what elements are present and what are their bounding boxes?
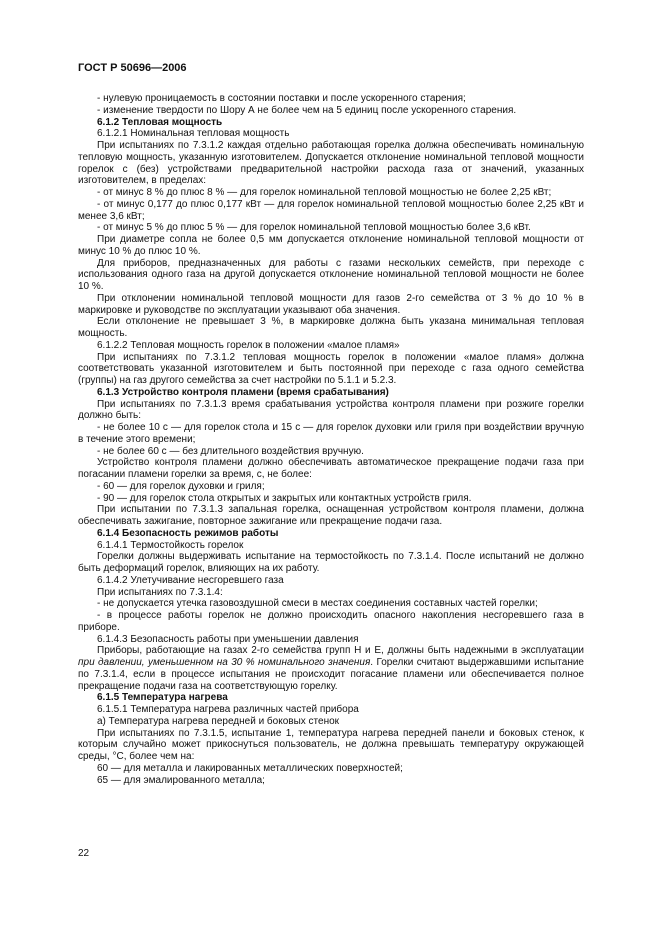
paragraph: 6.1.4.2 Улетучивание несгоревшего газа — [97, 574, 284, 586]
paragraph: 6.1.5.1 Температура нагрева различных частей прибора — [97, 704, 359, 715]
section-heading: 6.1.5 Температура нагрева — [97, 692, 228, 704]
paragraph: - 60 — для горелок духовки и гриля; — [97, 480, 265, 492]
paragraph: Горелки должны выдерживать испытание на термостойкость по 7.3.1.4. После испытаний не должно быть деформаций горелок, влияющих на их работу. — [78, 551, 584, 574]
paragraph: При диаметре сопла не более 0,5 мм допускается отклонение номинальной тепловой мощности от минус 10 % до плюс 10 %. — [78, 234, 584, 257]
paragraph: При испытаниях по 7.3.1.5, испытание 1, температура нагрева передней панели и боковых стенок, к которым случайно может прикоснуться пользователь, не должна превышать температуру окружающей среды, °С, более чем на: — [78, 727, 584, 762]
paragraph: Для приборов, предназначенных для работы с газами нескольких семейств, при переходе с использования одного газа на другой допускается отклонение номинальной тепловой мощности не более 10 %. — [78, 257, 584, 292]
paragraph: - не более 60 с — без длительного воздействия вручную. — [97, 445, 364, 457]
paragraph: а) Температура нагрева передней и боковых стенок — [97, 715, 340, 727]
section-heading: 6.1.4 Безопасность режимов работы — [97, 527, 279, 539]
paragraph: При испытании по 7.3.1.3 запальная горелка, оснащенная устройством контроля пламени, должна обеспечивать зажигание, повторное зажигание или прекращение подачи газа. — [78, 504, 584, 527]
paragraph: - в процессе работы горелок не должно происходить опасного накопления несгоревшего газа в приборе. — [78, 610, 584, 633]
paragraph: Если отклонение не превышает 3 %, в маркировке должна быть указана минимальная тепловая мощность. — [78, 316, 584, 339]
emphasis-text: при давлении, уменьшенном на 30 % номинального значения — [78, 657, 371, 668]
paragraph: - не более 10 с — для горелок стола и 15 с — для горелок духовки или гриля при воздействии вручную в течение этого времени; — [78, 422, 584, 445]
paragraph: 60 — для металла и лакированных металлических поверхностей; — [97, 762, 403, 774]
paragraph: - от минус 5 % до плюс 5 % — для горелок номинальной тепловой мощностью более 3,6 кВт. — [97, 222, 531, 234]
paragraph: Устройство контроля пламени должно обеспечивать автоматическое прекращение подачи газа при погасании пламени горелки за время, с, не более: — [78, 457, 584, 480]
page-number: 22 — [78, 848, 90, 859]
paragraph: 6.1.4.1 Термостойкость горелок — [97, 539, 244, 551]
paragraph: 65 — для эмалированного металла; — [97, 774, 265, 786]
paragraph: При испытаниях по 7.3.1.2 тепловая мощность горелок в положении «малое пламя» должна соответствовать указанной изготовителем и быть постоянной при переходе с газа одного семейства (группы) на газ другого семейства за счет настройки по 5.1.1 и 5.2.3. — [78, 351, 584, 386]
paragraph: При испытаниях по 7.3.1.4: — [97, 586, 223, 598]
paragraph: При испытаниях по 7.3.1.3 время срабатывания устройства контроля пламени при розжиге горелки должно быть: — [78, 398, 584, 422]
document-header: ГОСТ Р 50696—2006 — [78, 62, 187, 74]
paragraph: 6.1.2.2 Тепловая мощность горелок в положении «малое пламя» — [97, 339, 400, 351]
paragraph: 6.1.4.3 Безопасность работы при уменьшении давления — [97, 633, 359, 645]
paragraph: Приборы, работающие на газах 2-го семейства групп Н и Е, должны быть надежными в эксплуатации при давлении, уменьшенном на 30 % номинального значения. Горелки считают выдержавшими испытание по 7.3.1.4, если в процессе испытания не происходит погасание пламени или обеспечивается полное прекращение подачи газа на соответствующую горелку. — [78, 645, 584, 692]
paragraph: - 90 — для горелок стола открытых и закрытых или контактных устройств гриля. — [97, 492, 472, 504]
document-body — [78, 93, 584, 786]
section-heading: 6.1.3 Устройство контроля пламени (время срабатывания) — [97, 386, 389, 398]
paragraph: - от минус 0,177 до плюс 0,177 кВт — для горелок номинальной тепловой мощностью более 2,25 кВт и менее 3,6 кВт; — [78, 198, 584, 222]
paragraph: - не допускается утечка газовоздушной смеси в местах соединения составных частей горелки; — [97, 598, 538, 610]
paragraph: - изменение твердости по Шору А не более чем на 5 единиц после ускоренного старения. — [97, 104, 517, 116]
paragraph: - нулевую проницаемость в состоянии поставки и после ускоренного старения; — [97, 93, 466, 104]
paragraph: При испытаниях по 7.3.1.2 каждая отдельно работающая горелка должна обеспечивать номинальную тепловую мощность, указанную изготовителем. Допускается отклонение номинальной тепловой мощности горелок с (без) устройствами предварительной настройки расхода газа от значений, указанных изготовителем, в пределах: — [78, 140, 584, 187]
paragraph: 6.1.2.1 Номинальная тепловая мощность — [97, 128, 290, 140]
section-heading: 6.1.2 Тепловая мощность — [97, 116, 223, 128]
paragraph: При отклонении номинальной тепловой мощности для газов 2-го семейства от 3 % до 10 % в маркировке и руководстве по эксплуатации указывают оба значения. — [78, 292, 584, 316]
paragraph: - от минус 8 % до плюс 8 % — для горелок номинальной тепловой мощностью не более 2,25 кВт; — [97, 187, 552, 198]
